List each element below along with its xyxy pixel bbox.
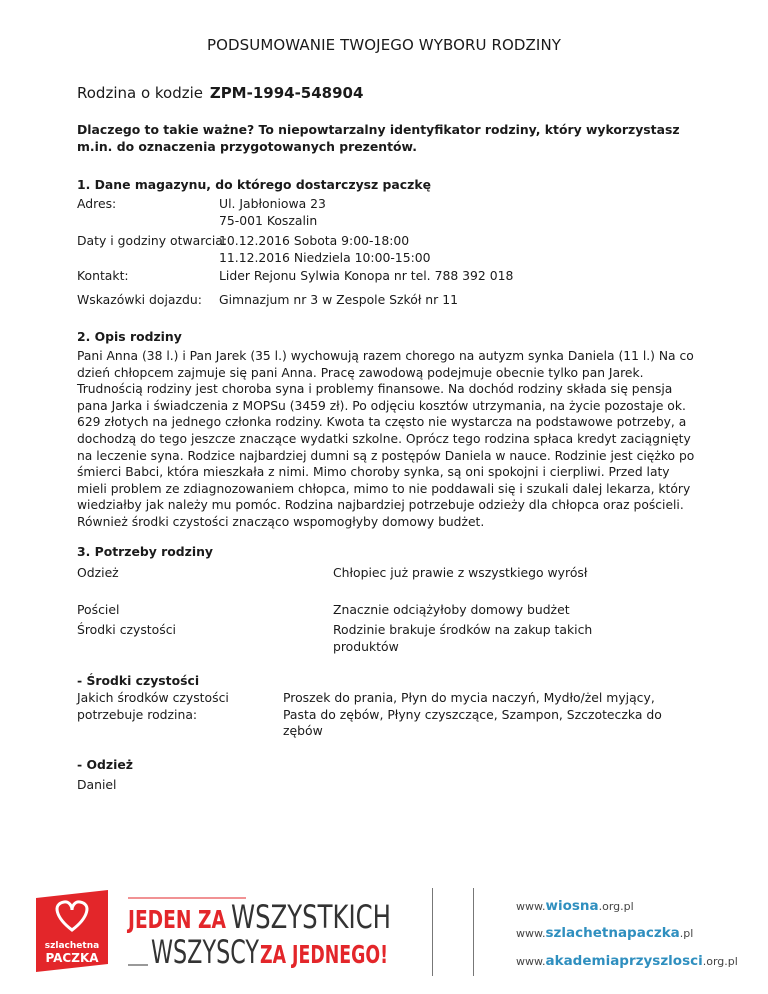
address-line1: Ul. Jabłoniowa 23 (219, 196, 326, 211)
hours-value (219, 233, 431, 266)
contact-label: Kontakt: (77, 268, 129, 283)
szlachetna-paczka-logo (36, 890, 108, 972)
address-label: Adres: (77, 196, 117, 211)
cleaning-value: Proszek do prania, Płyn do mycia naczyń, Mydło/żel myjący, Pasta do zębów, Płyny czyszczące, Szampon, Szczoteczka do zębów (283, 690, 662, 738)
footer-divider (473, 888, 474, 976)
link-akademiaprzyszlosci[interactable] (516, 953, 738, 969)
link-wiosna[interactable] (516, 898, 634, 914)
section3-heading: 3. Potrzeby rodziny (77, 544, 213, 559)
link-domain: wiosna (545, 898, 599, 914)
link-suffix: .pl (679, 927, 694, 940)
logo-text-line2: PACZKA (45, 951, 99, 965)
code-explanation: Dlaczego to takie ważne? To niepowtarzalny identyfikator rodziny, który wykorzystasz m.in. do oznaczenia przygotowanych prezentów. (77, 122, 680, 154)
cleaning-label: Jakich środków czystości potrzebuje rodzina: (77, 690, 229, 722)
address-line2: 75-001 Koszalin (219, 212, 318, 228)
link-prefix: www. (516, 955, 546, 968)
link-prefix: www. (516, 900, 546, 913)
logo-badge-icon (36, 890, 108, 972)
cleaning-heading: - Środki czystości (77, 673, 200, 688)
link-prefix: www. (516, 927, 546, 940)
slogan-part-1a: JEDEN ZA (126, 905, 227, 934)
section1-heading: 1. Dane magazynu, do którego dostarczysz paczkę (77, 177, 431, 192)
link-suffix: .org.pl (702, 955, 738, 968)
clothing-heading: - Odzież (77, 757, 133, 772)
family-code-line (77, 84, 363, 102)
link-szlachetnapaczka[interactable] (516, 925, 693, 941)
directions-value: Gimnazjum nr 3 w Zespole Szkół nr 11 (219, 292, 458, 307)
page-title: PODSUMOWANIE TWOJEGO WYBORU RODZINY (206, 36, 562, 54)
hours-line1: 10.12.2016 Sobota 9:00-18:00 (219, 233, 410, 248)
family-description: Pani Anna (38 l.) i Pan Jarek (35 l.) wychowują razem chorego na autyzm synka Daniela (11 l.) Na co dzień chłopcem zajmuje się pani Anna. Pracę zawodową podejmuje obecnie tylko pan Jarek. Trudnością rodziny jest choroba syna i problemy finansowe. Na dochód rodziny składa się pensja pana Jarka i świadczenia z MOPSu (3459 zł). Po odjęciu kosztów utrzymania, na życie pozostaje ok. 629 złotych na jednego członka rodziny. Kwota ta często nie wystarcza na podstawowe potrzeby, a dochodzą do tego jeszcze znaczące wydatki szkolne. Oprócz tego rodzina spłaca kredyt zaciągnięty na leczenie syna. Rodzice najbardziej dumni są z postępów Daniela w nauce. Rodzinie jest ciężko po śmierci Babci, która mieszkała z nimi. Mimo choroby synka, są oni spokojni i cierpliwi. Przed laty mieli problem ze zdiagnozowaniem chłopca, mimo to nie poddawali się i szukali dalej lekarza, który wiedziałby jak należy mu pomóc. Rodzina najbardziej potrzebuje odzieży dla chłopca oraz pościeli. Również środki czystości znacząco wspomogłyby domowy budżet. (77, 349, 695, 529)
family-code-label: Rodzina o kodzie (77, 84, 204, 102)
link-domain: szlachetnapaczka (545, 925, 680, 941)
clothing-value: Daniel (77, 777, 117, 792)
need-name: Odzież (77, 565, 119, 580)
hours-label: Daty i godziny otwarcia: (77, 233, 228, 248)
hours-line2: 11.12.2016 Niedziela 10:00-15:00 (219, 249, 431, 265)
address-value (219, 196, 326, 229)
slogan-part-2a: WSZYSCY (151, 933, 260, 971)
need-name: Pościel (77, 602, 120, 617)
footer-divider (432, 888, 433, 976)
slogan-part-2b: ZA JEDNEGO! (260, 940, 388, 969)
need-note: Rodzinie brakuje środków na zakup takich produktów (333, 622, 593, 654)
link-suffix: .org.pl (598, 900, 634, 913)
family-code-value: ZPM-1994-548904 (209, 84, 364, 102)
link-domain: akademiaprzyszlosci (545, 953, 703, 969)
contact-value: Lider Rejonu Sylwia Konopa nr tel. 788 392 018 (219, 268, 514, 283)
logo-text-line1: szlachetna (44, 941, 100, 951)
slogan-part-1b: WSZYSTKICH (231, 898, 391, 936)
need-name: Środki czystości (77, 622, 176, 637)
directions-label: Wskazówki dojazdu: (77, 292, 202, 307)
need-note: Chłopiec już prawie z wszystkiego wyrósł (333, 565, 588, 580)
section2-heading: 2. Opis rodziny (77, 329, 182, 344)
need-note: Znacznie odciążyłoby domowy budżet (333, 602, 570, 617)
slogan (128, 890, 393, 972)
